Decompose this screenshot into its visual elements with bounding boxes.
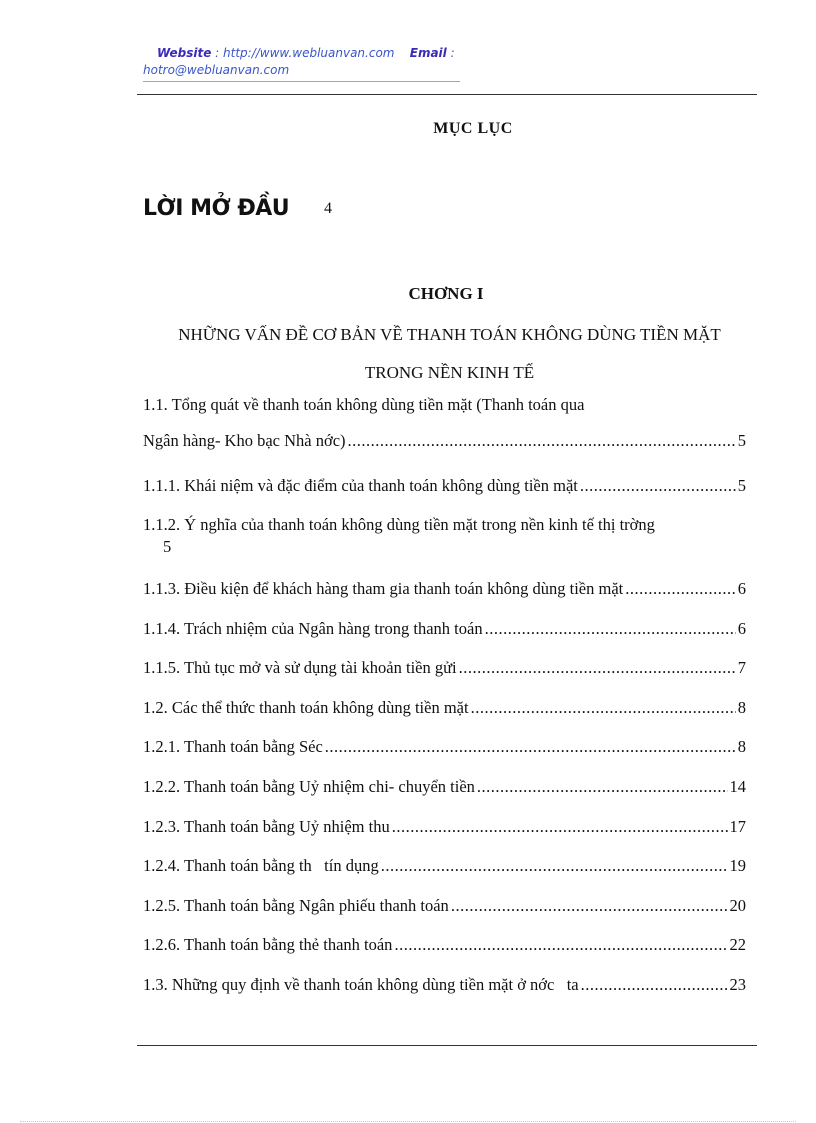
toc-leader	[459, 658, 736, 678]
toc-page-number: 8	[737, 737, 746, 756]
toc-entry[interactable]	[143, 579, 746, 599]
toc-entry[interactable]	[143, 935, 746, 955]
toc-leader	[580, 476, 736, 496]
toc-entry[interactable]	[143, 777, 746, 797]
toc-leader	[451, 896, 728, 916]
toc-entry-text: 1.1. Tổng quát về thanh toán không dùng tiền mặt (Thanh toán qua	[143, 395, 585, 414]
toc-entry-text: 1.2.5. Thanh toán bằng Ngân phiếu thanh toán	[143, 896, 449, 915]
email-label: Email	[409, 46, 447, 60]
page-header	[143, 45, 473, 79]
toc-page-number: 23	[729, 975, 746, 994]
toc-page-number: 8	[737, 698, 746, 717]
toc-leader	[394, 935, 727, 955]
toc-leader	[625, 579, 736, 599]
toc-entry-text: 1.2.2. Thanh toán bằng Uỷ nhiệm chi- chuyển tiền	[143, 777, 475, 796]
intro-page-number: 4	[324, 200, 332, 217]
toc-leader	[392, 817, 728, 837]
toc-leader	[381, 856, 728, 876]
toc-page-number: 17	[729, 817, 746, 836]
toc-entry-text: 1.1.5. Thủ tục mở và sử dụng tài khoản tiền gửi	[143, 658, 457, 677]
toc-entry[interactable]	[143, 856, 746, 876]
top-rule	[137, 94, 757, 95]
toc-page-number: 6	[737, 619, 746, 638]
toc-entry[interactable]	[143, 658, 746, 678]
toc-entry[interactable]	[143, 975, 746, 995]
toc-entry-text: Ngân hàng- Kho bạc Nhà nớc)	[143, 431, 346, 450]
toc-entry-text: 1.2.3. Thanh toán bằng Uỷ nhiệm thu	[143, 817, 390, 836]
toc-page-number: 5	[737, 431, 746, 450]
email-colon: :	[450, 46, 455, 60]
toc-leader	[477, 777, 728, 797]
toc-entry-text: 1.1.3. Điều kiện để khách hàng tham gia thanh toán không dùng tiền mặt	[143, 579, 624, 598]
toc-entry[interactable]	[143, 395, 746, 451]
toc-entry-text: 1.2.4. Thanh toán bằng th tín dụng	[143, 856, 379, 875]
toc-entry-text: 1.1.4. Trách nhiệm của Ngân hàng trong thanh toán	[143, 619, 483, 638]
toc-entry[interactable]	[143, 737, 746, 757]
toc-page-number: 5	[737, 476, 746, 495]
chapter-title-line-1: NHỮNG VẤN ĐỀ CƠ BẢN VỀ THANH TOÁN KHÔNG DÙNG TIỀN MẶT	[178, 325, 721, 344]
intro-title: LỜI MỞ ĐẦU	[143, 196, 290, 221]
toc-entry-text: 1.1.2. Ý nghĩa của thanh toán không dùng tiền mặt trong nền kinh tế thị trờng	[143, 515, 655, 534]
toc-entry-text: 1.2. Các thể thức thanh toán không dùng tiền mặt	[143, 698, 469, 717]
chapter-label: CHƠNG I	[408, 284, 484, 303]
toc-page-number: 7	[737, 658, 746, 677]
toc-entry[interactable]	[143, 896, 746, 916]
toc-leader	[471, 698, 736, 718]
toc-page-number: 6	[737, 579, 746, 598]
toc-page-number: 20	[729, 896, 746, 915]
toc-entry-text: 1.2.1. Thanh toán bằng Séc	[143, 737, 323, 756]
toc-entry[interactable]	[143, 619, 746, 639]
toc-leader	[325, 737, 736, 757]
website-label: Website	[157, 46, 212, 60]
toc-entry[interactable]	[143, 698, 746, 718]
toc-leader	[485, 619, 736, 639]
toc-heading: MỤC LỤC	[433, 120, 513, 137]
toc-entry-text: 1.1.1. Khái niệm và đặc điểm của thanh toán không dùng tiền mặt	[143, 476, 578, 495]
toc-entry-text: 1.2.6. Thanh toán bằng thẻ thanh toán	[143, 935, 393, 954]
page-bottom-edge	[20, 1121, 796, 1122]
chapter-title	[143, 316, 756, 392]
toc-page-number: 22	[729, 935, 746, 954]
chapter-title-line-2: TRONG NỀN KINH TẾ	[364, 363, 535, 382]
toc-page-number: 14	[729, 777, 746, 796]
bottom-rule	[137, 1045, 757, 1046]
toc-page-number: 5	[163, 537, 172, 556]
website-link[interactable]: : http://www.webluanvan.com	[215, 46, 395, 60]
toc-page-number: 19	[729, 856, 746, 875]
toc-entry[interactable]	[143, 476, 746, 496]
email-link[interactable]: hotro@webluanvan.com	[143, 63, 290, 77]
toc-entry[interactable]	[143, 817, 746, 837]
toc-leader	[348, 431, 736, 451]
toc-entry-text: 1.3. Những quy định về thanh toán không dùng tiền mặt ở nớc ta	[143, 975, 579, 994]
toc-entry[interactable]	[143, 515, 746, 557]
header-underline	[143, 81, 460, 82]
toc-leader	[581, 975, 728, 995]
